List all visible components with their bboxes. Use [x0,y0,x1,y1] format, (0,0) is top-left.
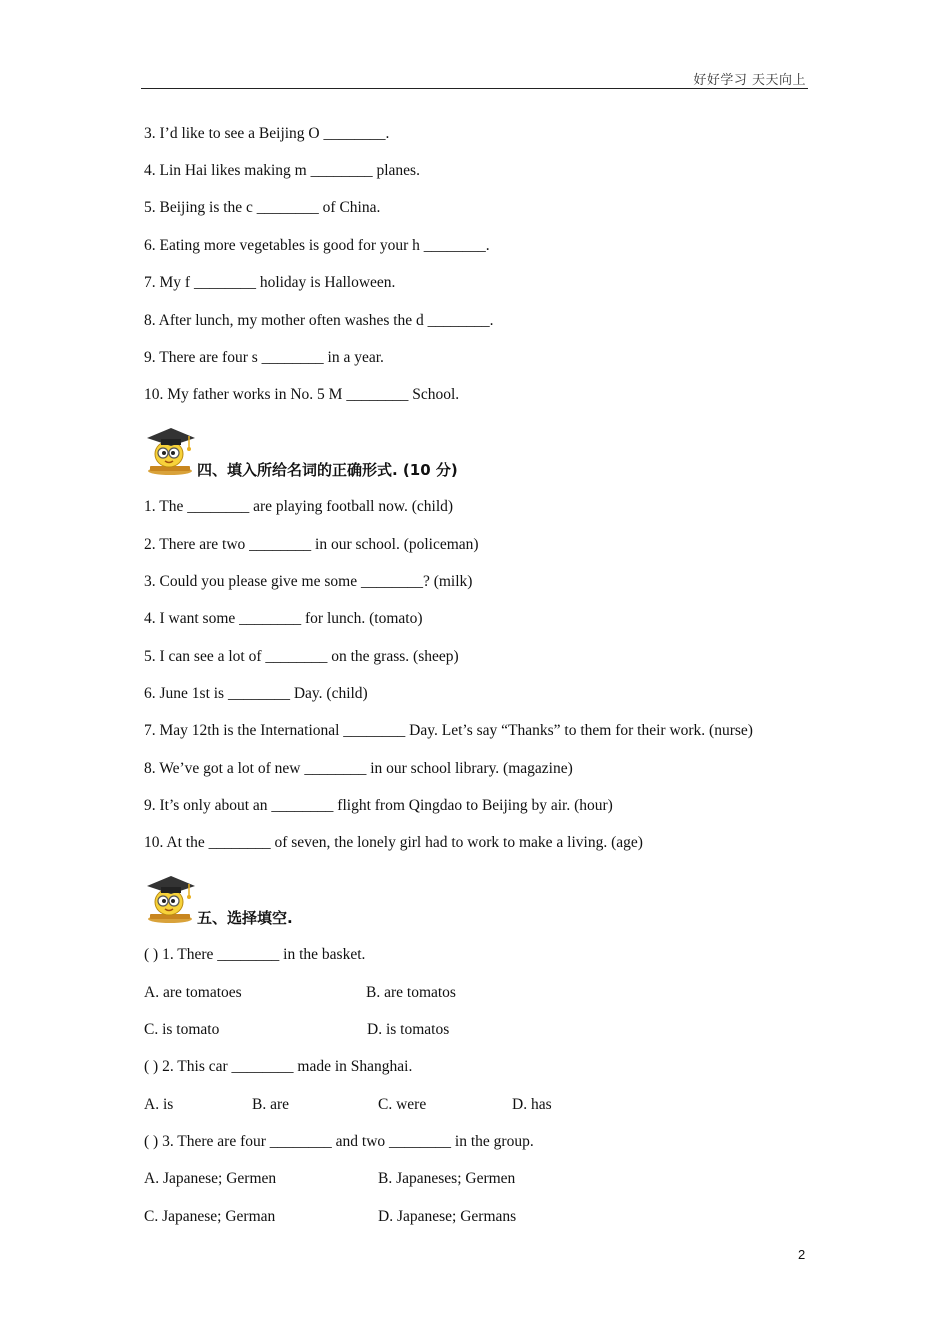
mc-option: C. Japanese; German [144,1208,276,1225]
mc-option: A. Japanese; Germen [144,1170,277,1187]
section4-question: 6. June 1st is ________ Day. (child) [144,685,368,702]
section-5-title: 五、选择填空. [197,909,293,927]
mc-question-stem: ( ) 1. There ________ in the basket. [144,946,366,963]
mc-option: A. are tomatoes [144,984,242,1001]
part3-line: 10. My father works in No. 5 M ________ School. [144,386,460,403]
mc-option: B. are tomatos [366,984,456,1001]
section-4-heading [143,420,643,480]
section4-question: 8. We’ve got a lot of new ________ in our school library. (magazine) [144,760,573,777]
mc-option: D. has [512,1096,552,1113]
section4-question: 7. May 12th is the International ________ Day. Let’s say “Thanks” to them for their work. (nurse) [144,722,753,739]
mc-option: D. Japanese; Germans [378,1208,517,1225]
mc-option: A. is [144,1096,174,1113]
section4-question: 5. I can see a lot of ________ on the grass. (sheep) [144,648,459,665]
mc-option: D. is tomatos [367,1021,450,1038]
part3-line: 7. My f ________ holiday is Halloween. [144,274,396,291]
section-5-heading [143,868,643,928]
section4-question: 4. I want some ________ for lunch. (tomato) [144,610,423,627]
section4-question: 10. At the ________ of seven, the lonely girl had to work to make a living. (age) [144,834,643,851]
part3-line: 3. I’d like to see a Beijing O ________. [144,125,390,142]
section-4-title: 四、填入所给名词的正确形式. (10 分) [197,461,458,479]
section4-question: 2. There are two ________ in our school. (policeman) [144,536,479,553]
page-number: 2 [798,1247,806,1262]
part3-line: 6. Eating more vegetables is good for your h ________. [144,237,490,254]
mc-question-stem: ( ) 2. This car ________ made in Shanghai. [144,1058,413,1075]
graduate-mascot-icon [143,420,197,476]
mc-option: B. are [252,1096,290,1113]
part3-line: 8. After lunch, my mother often washes the d ________. [144,312,494,329]
mc-option: C. is tomato [144,1021,220,1038]
graduate-mascot-icon [143,868,197,924]
section4-question: 3. Could you please give me some ________? (milk) [144,573,473,590]
mc-option: B. Japaneses; Germen [378,1170,516,1187]
part3-line: 5. Beijing is the c ________ of China. [144,199,381,216]
mc-question-stem: ( ) 3. There are four ________ and two ________ in the group. [144,1133,534,1150]
mc-option: C. were [378,1096,427,1113]
part3-line: 9. There are four s ________ in a year. [144,349,384,366]
page-header [141,64,808,89]
part3-line: 4. Lin Hai likes making m ________ planes. [144,162,420,179]
section4-question: 9. It’s only about an ________ flight from Qingdao to Beijing by air. (hour) [144,797,613,814]
section4-question: 1. The ________ are playing football now. (child) [144,498,454,515]
header-motto: 好好学习 天天向上 [693,73,806,88]
